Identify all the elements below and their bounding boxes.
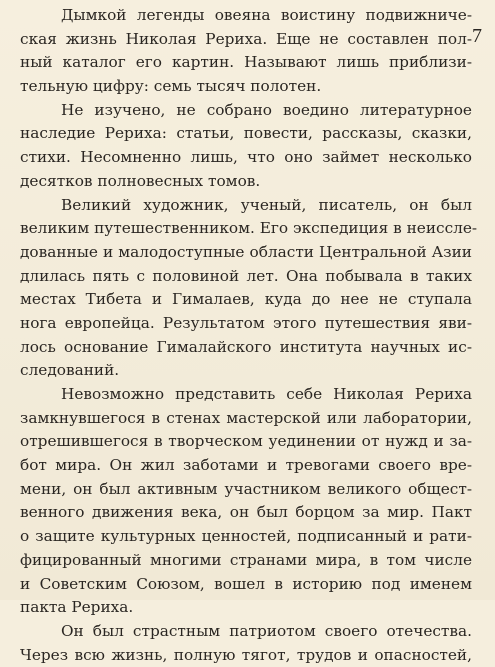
text-line: великим путешественником. Его экспедиция в неиссле- <box>20 219 478 238</box>
text-line: Через всю жизнь, полную тягот, трудов и опасностей, <box>20 645 472 664</box>
text-line: десятков полновесных томов. <box>20 171 261 190</box>
text-line: дованные и малодоступные области Центральной Азии <box>20 242 472 261</box>
text-line: длилась пять с половиной лет. Она побывала в таких <box>20 266 472 285</box>
text-line: Не изучено, не собрано воедино литературное <box>61 100 472 119</box>
text-line: и Советским Союзом, вошел в историю под именем <box>20 574 472 593</box>
text-line: Он был страстным патриотом своего отечества. <box>61 621 472 640</box>
body-text <box>20 0 478 667</box>
text-line: следований. <box>20 361 120 380</box>
text-line: наследие Рериха: статьи, повести, рассказы, сказки, <box>20 124 472 143</box>
text-line: о защите культурных ценностей, подписанный и рати- <box>20 527 472 546</box>
text-line: пакта Рериха. <box>20 598 134 617</box>
text-line: ская жизнь Николая Рериха. Еще не составлен пол- <box>20 29 472 48</box>
text-line: стихи. Несомненно лишь, что оно займет несколько <box>20 148 472 167</box>
text-line: мени, он был активным участником великого общест- <box>20 479 472 498</box>
text-line: венного движения века, он был борцом за мир. Пакт <box>20 503 472 522</box>
text-line: тельную цифру: семь тысяч полотен. <box>20 77 322 96</box>
text-line: ный каталог его картин. Называют лишь приблизи- <box>20 53 472 72</box>
text-line: Дымкой легенды овеяна воистину подвижниче- <box>61 6 472 24</box>
text-line: замкнувшегося в стенах мастерской или лаборатории, <box>20 408 472 427</box>
text-line: фицированный многими странами мира, в том числе <box>20 550 472 569</box>
text-line: бот мира. Он жил заботами и тревогами своего вре- <box>20 456 472 475</box>
text-line: местах Тибета и Гималаев, куда до нее не ступала <box>20 290 472 309</box>
page-number: 7 <box>472 25 482 47</box>
text-line: Невозможно представить себе Николая Рериха <box>61 385 472 403</box>
text-line: нога европейца. Результатом этого путешествия яви- <box>20 313 472 332</box>
text-line: лось основание Гималайского института научных ис- <box>20 337 472 356</box>
text-line: Великий художник, ученый, писатель, он был <box>61 195 472 214</box>
text-line: отрешившегося в творческом уединении от нужд и за- <box>20 432 472 451</box>
